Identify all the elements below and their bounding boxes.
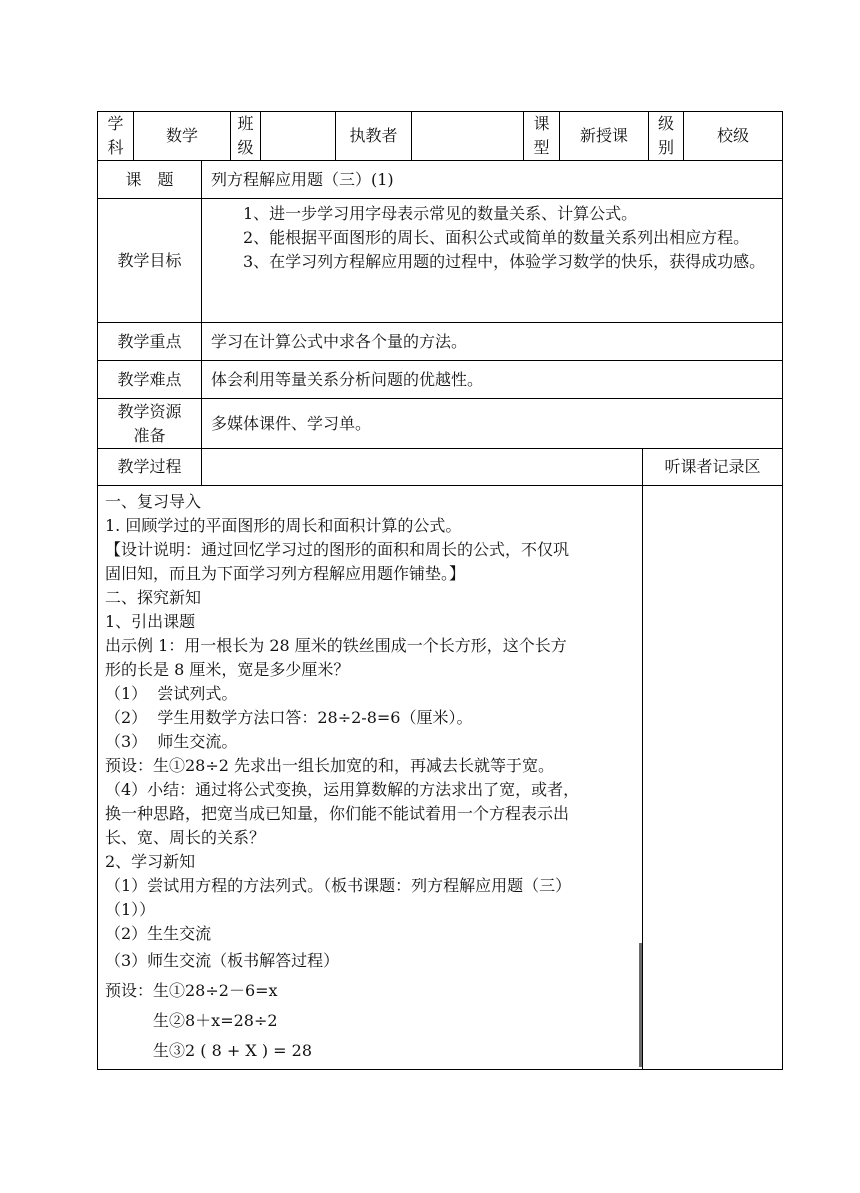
subject-label-text: 学科 <box>107 114 124 157</box>
process-content <box>98 486 643 1069</box>
subject-label <box>98 112 134 160</box>
process-line: 固旧知，而且为下面学习列方程解应用题作铺垫。】 <box>105 564 466 583</box>
key-points-value: 学习在计算公式中求各个量的方法。 <box>211 331 468 351</box>
lesson-type-label <box>524 112 560 160</box>
topic-label: 课 题 <box>98 161 202 198</box>
goals-row <box>98 199 782 323</box>
process-line: 预设：生①28÷2 先求出一组长加宽的和，再减去长就等于宽。 <box>105 756 555 775</box>
resources-label <box>98 399 202 448</box>
subject-value: 数学 <box>134 112 231 160</box>
process-line: 二、探究新知 <box>105 588 202 607</box>
process-line: 2、学习新知 <box>105 852 196 871</box>
process-line: 出示例 1：用一根长为 28 厘米的铁丝围成一个长方形，这个长方 <box>105 636 567 655</box>
lesson-type-label-text: 课型 <box>533 114 550 157</box>
process-line: （4）小结：通过将公式变换，运用算数解的方法求出了宽，或者， <box>105 780 580 799</box>
level-label <box>649 112 684 160</box>
goal-item: 2、能根据平面图形的周长、面积公式或简单的数量关系列出相应方程。 <box>243 228 750 247</box>
resources-value: 多媒体课件、学习单。 <box>211 413 372 433</box>
process-line: （2） 学生用数学方法口答：28÷2-8=6（厘米）。 <box>105 708 473 727</box>
lesson-plan-table <box>97 111 783 1070</box>
process-line: （1）） <box>105 900 156 919</box>
process-line: 预设：生①28÷2－6=x <box>105 981 278 1000</box>
process-line: 换一种思路，把宽当成已知量，你们能不能试着用一个方程表示出 <box>105 804 570 823</box>
goals-content <box>202 199 782 322</box>
topic-value: 列方程解应用题（三）(1) <box>211 169 394 189</box>
level-label-text: 级别 <box>658 114 675 157</box>
key-points-label: 教学重点 <box>98 323 202 360</box>
resources-row <box>98 399 782 449</box>
class-label-text: 班级 <box>237 114 254 157</box>
process-line: （1）尝试用方程的方法列式。（板书课题：列方程解应用题（三） <box>105 876 572 895</box>
level-value: 校级 <box>716 126 749 145</box>
goal-item: 1、进一步学习用字母表示常见的数量关系、计算公式。 <box>243 204 638 223</box>
process-line: 【设计说明：通过回忆学习过的图形的面积和周长的公式，不仅巩 <box>105 540 570 559</box>
goals-label: 教学目标 <box>98 199 202 322</box>
header-row <box>98 112 782 161</box>
process-line: 生③2 ( 8 + X ) = 28 <box>105 1041 313 1060</box>
teacher-value <box>412 112 524 160</box>
class-label <box>231 112 261 160</box>
key-points-row <box>98 323 782 361</box>
difficulties-label: 教学难点 <box>98 361 202 398</box>
process-line: 一、复习导入 <box>105 492 202 511</box>
process-label: 教学过程 <box>98 449 202 485</box>
text-frame-edge <box>639 943 642 1067</box>
process-header-blank <box>202 449 643 485</box>
teacher-label: 执教者 <box>336 112 412 160</box>
resources-label-line1: 教学资源 <box>117 401 182 421</box>
process-line: （2）生生交流 <box>105 924 212 943</box>
goal-item: 3、在学习列方程解应用题的过程中，体验学习数学的快乐，获得成功感。 <box>243 252 766 271</box>
process-line: （1） 尝试列式。 <box>105 684 238 703</box>
process-line: 1、引出课题 <box>105 612 196 631</box>
process-line: 生②8＋x=28÷2 <box>105 1011 278 1030</box>
process-line: （3） 师生交流。 <box>105 732 238 751</box>
process-line: 形的长是 8 厘米，宽是多少厘米？ <box>105 660 350 679</box>
notes-label: 听课者记录区 <box>664 457 761 476</box>
resources-label-line2: 准备 <box>133 425 166 445</box>
process-line: （3）师生交流（板书解答过程） <box>105 951 340 970</box>
process-header-row <box>98 449 782 486</box>
difficulties-value: 体会利用等量关系分析问题的优越性。 <box>211 369 484 389</box>
process-line: 长、宽、周长的关系？ <box>105 828 266 847</box>
difficulties-row <box>98 361 782 399</box>
class-value <box>261 112 336 160</box>
topic-row <box>98 161 782 199</box>
process-line: 1. 回顾学过的平面图形的周长和面积计算的公式。 <box>105 516 462 535</box>
lesson-type-value: 新授课 <box>560 112 649 160</box>
